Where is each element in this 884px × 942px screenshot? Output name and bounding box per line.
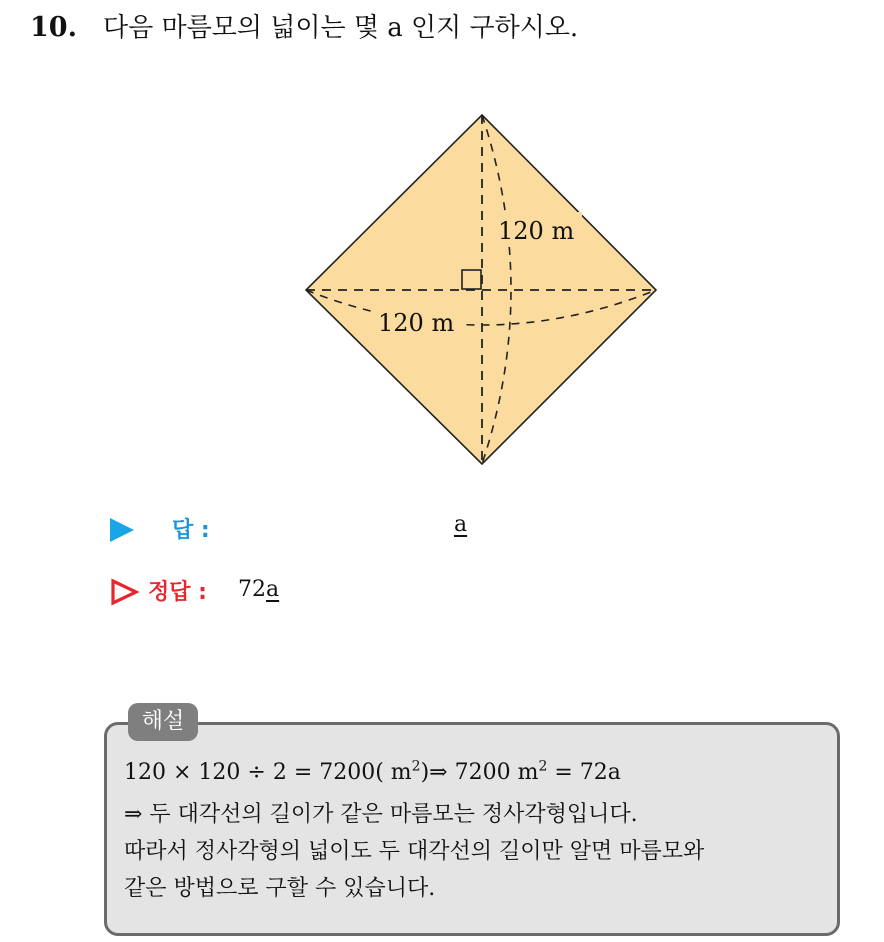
correct-answer-label: 정답 : <box>148 580 207 605</box>
question-text: 다음 마름모의 넓이는 몇 a 인지 구하시오. <box>102 13 579 43</box>
solution-line-1-part-b: )⇒ 7200 m <box>420 760 539 785</box>
correct-answer-value <box>238 577 279 602</box>
solution-line-2: ⇒ 두 대각선의 길이가 같은 마름모는 정사각형입니다. <box>124 802 638 827</box>
solution-line-1-part-c: = 72a <box>547 760 621 785</box>
answer-label: 답 : <box>172 518 210 543</box>
outline-triangle-icon <box>110 578 140 606</box>
solution-exponent-1: 2 <box>411 758 421 775</box>
rhombus-figure <box>290 100 670 480</box>
correct-answer-unit: a <box>266 577 280 602</box>
solution-title: 해설 <box>128 703 198 741</box>
correct-answer-row <box>110 573 530 613</box>
question <box>30 10 578 46</box>
question-number: 10. <box>30 12 77 43</box>
solid-triangle-icon <box>110 518 134 542</box>
solution-line-3: 따라서 정사각형의 넓이도 두 대각선의 길이만 알면 마름모와 <box>124 839 705 864</box>
vertical-length-label: 120 m <box>498 217 575 245</box>
answer-row <box>110 512 530 548</box>
answer-unit: a <box>454 512 468 537</box>
horizontal-length-label: 120 m <box>378 309 455 337</box>
solution-exponent-2: 2 <box>538 758 548 775</box>
solution-line-1-part-a: 120 × 120 ÷ 2 = 7200( m <box>124 760 412 785</box>
solution-line-4: 같은 방법으로 구할 수 있습니다. <box>124 876 436 901</box>
correct-answer-number: 72 <box>238 577 266 602</box>
solution-box <box>104 722 840 936</box>
solution-line-1 <box>124 760 621 785</box>
